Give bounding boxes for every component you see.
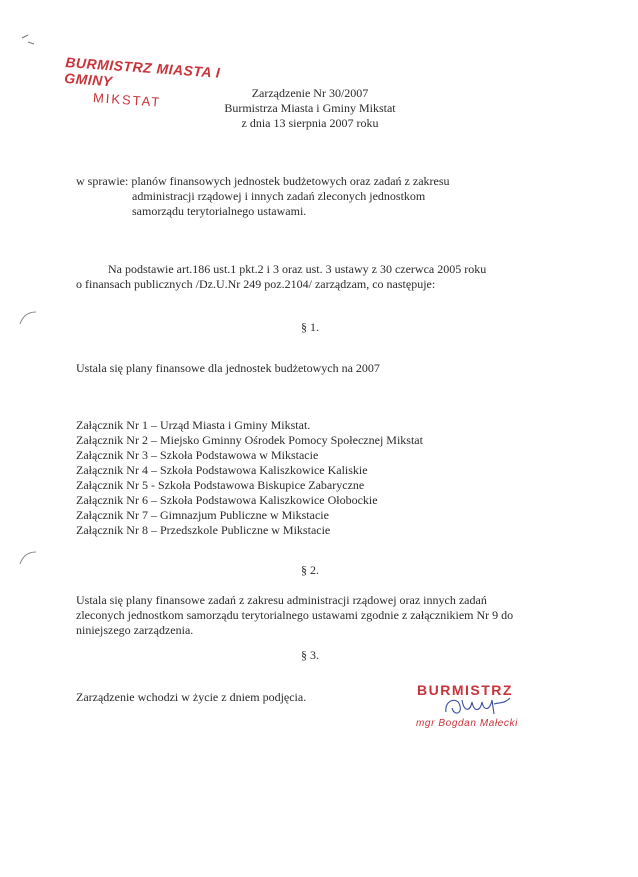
legal-basis-line: o finansach publicznych /Dz.U.Nr 249 poz.2104/ zarządzam, co następuje: [76,277,436,291]
document-title: Zarządzenie Nr 30/2007 [251,86,369,100]
attachment-item: Załącznik Nr 3 – Szkoła Podstawowa w Mikstacie [76,448,319,462]
section-2-line: Ustala się plany finansowe zadań z zakresu administracji rządowej oraz innych zadań [76,593,487,607]
section-2-line: niniejszego zarządzenia. [76,623,194,637]
section-3-text: Zarządzenie wchodzi w życie z dniem podjęcia. [76,690,307,704]
punch-hole-mark-icon [18,548,40,568]
attachment-item: Załącznik Nr 6 – Szkoła Podstawowa Kaliszkowice Ołobockie [76,493,378,507]
signature-title: BURMISTRZ [417,682,513,698]
legal-basis-line: Na podstawie art.186 ust.1 pkt.2 i 3 oraz ust. 3 ustawy z 30 czerwca 2005 roku [108,262,487,276]
attachment-item: Załącznik Nr 8 – Przedszkole Publiczne w Mikstacie [76,523,331,537]
subject-line: w sprawie: planów finansowych jednostek budżetowych oraz zadań z zakresu [76,174,450,188]
legal-basis [76,262,486,292]
attachment-item: Załącznik Nr 5 - Szkoła Podstawowa Biskupice Zabaryczne [76,478,365,492]
section-2-text [76,593,513,638]
section-3-heading: § 3. [301,648,319,662]
attachment-item: Załącznik Nr 7 – Gimnazjum Publiczne w Mikstacie [76,508,329,522]
stamp-line-2: MIKSTAT [92,90,162,110]
attachment-item: Załącznik Nr 2 – Miejsko Gminny Ośrodek Pomocy Społecznej Mikstat [76,433,423,447]
section-1-heading: § 1. [301,320,319,334]
document-date: z dnia 13 sierpnia 2007 roku [241,116,379,130]
attachments-list [76,418,423,538]
scan-mark-icon [20,30,50,80]
section-1-text: Ustala się plany finansowe dla jednostek budżetowych na 2007 [76,361,380,375]
handwritten-signature [440,690,520,720]
section-2-line: zleconych jednostkom samorządu terytorialnego ustawami zgodnie z załącznikiem Nr 9 do [76,608,514,622]
document-issuer: Burmistrza Miasta i Gminy Mikstat [224,101,396,115]
subject-line: samorządu terytorialnego ustawami. [132,204,307,218]
subject-line: administracji rządowej i innych zadań zleconych jednostkom [132,189,426,203]
section-2-heading: § 2. [301,563,319,577]
punch-hole-mark-icon [18,308,40,328]
stamp-line-1: BURMISTRZ MIASTA I GMINY [63,54,221,90]
attachment-item: Załącznik Nr 4 – Szkoła Podstawowa Kaliszkowice Kaliskie [76,463,368,477]
subject-block [76,174,450,219]
attachment-item: Załącznik Nr 1 – Urząd Miasta i Gminy Mikstat. [76,418,311,432]
signatory-name: mgr Bogdan Małecki [416,718,518,729]
document-header [200,86,420,131]
